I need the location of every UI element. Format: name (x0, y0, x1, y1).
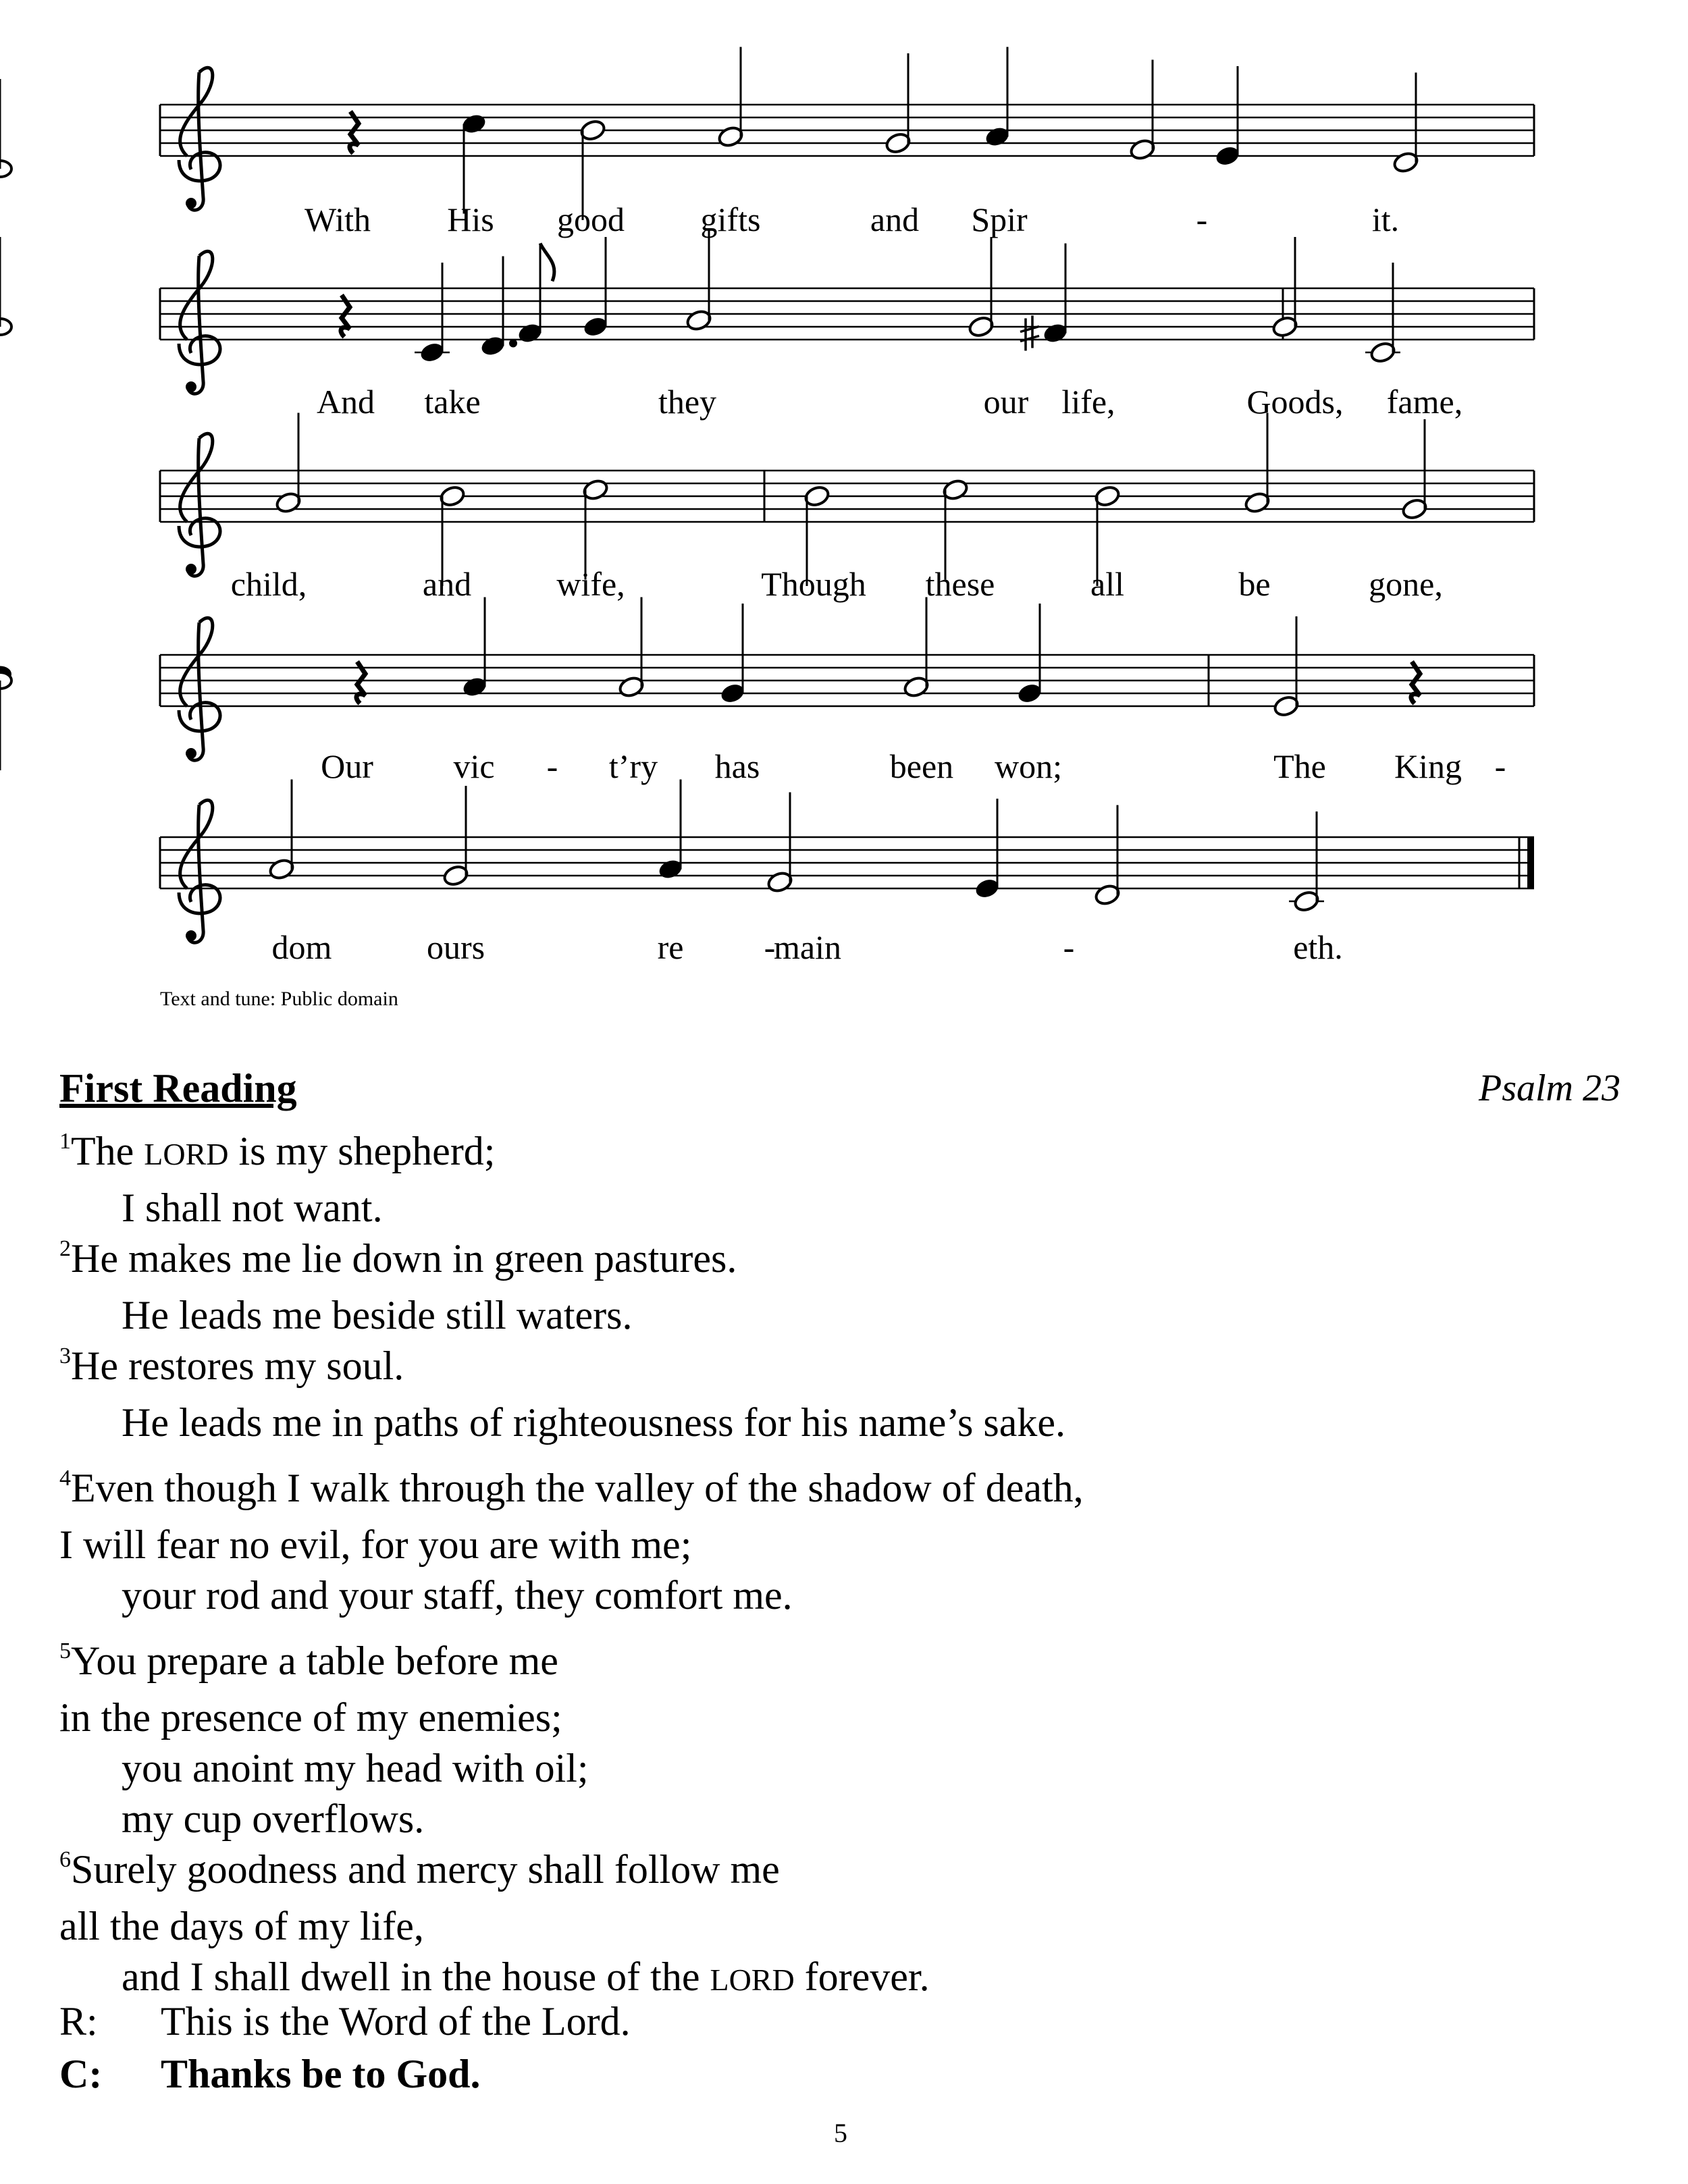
lyric-syllable: - (764, 928, 776, 966)
lyric-syllable: ours (426, 928, 485, 966)
lyric-syllable: - (1494, 747, 1506, 785)
lyric-syllable: Though (761, 565, 866, 603)
congregation-response (59, 2051, 481, 2098)
lyric-syllable: these (925, 565, 995, 603)
section-heading: First Reading (59, 1066, 297, 1111)
note-head (0, 319, 11, 335)
psalm-line: my cup overflows. (122, 1796, 425, 1841)
psalm-line: $^6$Surely goodness and mercy shall follow me (59, 1847, 780, 1892)
sharp-icon (1020, 316, 1039, 351)
note-head (0, 672, 11, 689)
psalm-line: your rod and your staff, they comfort me. (122, 1573, 793, 1618)
response-text: Thanks be to God. (161, 2052, 481, 2096)
verse-number: 6 (59, 1847, 71, 1872)
hymn-credit: Text and tune: Public domain (160, 988, 398, 1010)
lyric-syllable: and (422, 565, 472, 603)
lyric-syllable: dom (271, 928, 332, 966)
lyric-syllable: - (546, 747, 558, 785)
eighth-flag (540, 244, 554, 282)
verse-number: 3 (59, 1343, 71, 1368)
lyric-syllable: won; (995, 747, 1062, 785)
lyric-syllable: be (1238, 565, 1271, 603)
lyric-syllable: all (1090, 565, 1124, 603)
verse-number: 2 (59, 1236, 71, 1261)
lyric-syllable: With (305, 201, 371, 238)
lyric-syllable: main (774, 928, 841, 966)
lyric-syllable: gifts (700, 201, 761, 238)
lyric-syllable: they (658, 383, 717, 421)
lyric-syllable: has (714, 747, 760, 785)
lyric-syllable: King (1394, 747, 1462, 785)
note-head (0, 161, 11, 177)
psalm-line: He leads me beside still waters. (122, 1293, 633, 1337)
lyric-syllable: gone, (1369, 565, 1443, 603)
lyric-syllable: His (447, 201, 494, 238)
lyric-syllable: wife, (556, 565, 625, 603)
psalm-line: in the presence of my enemies; (59, 1695, 562, 1740)
treble-clef-icon (179, 68, 220, 210)
treble-clef-icon (179, 433, 220, 576)
lyric-syllable: child, (230, 565, 307, 603)
response-label: R: (59, 1999, 98, 2044)
lyric-syllable: Spir (971, 201, 1028, 238)
verse-number: 5 (59, 1639, 71, 1663)
lyric-syllable: - (1063, 928, 1075, 966)
psalm-text (59, 1126, 1612, 2005)
small-caps-lord: LORD (144, 1137, 229, 1171)
response-label: C: (59, 2052, 103, 2096)
small-caps-lord: LORD (710, 1963, 795, 1997)
lyric-syllable: and (870, 201, 920, 238)
verse-number: 1 (59, 1129, 71, 1154)
psalm-line: $^1$The LORD is my shepherd; (59, 1129, 496, 1173)
lyric-syllable: vic (453, 747, 495, 785)
psalm-line: and I shall dwell in the house of the LORD forever. (122, 1954, 930, 1999)
verse-number: 4 (59, 1466, 71, 1491)
lyric-syllable: - (1196, 201, 1208, 238)
psalm-line: $^3$He restores my soul. (59, 1343, 404, 1388)
treble-clef-icon (179, 618, 220, 760)
lyric-syllable: eth. (1293, 928, 1343, 966)
psalm-line: He leads me in paths of righteousness for his name’s sake. (122, 1400, 1066, 1445)
lyric-syllable: good (557, 201, 625, 238)
lyric-syllable: Our (321, 747, 373, 785)
psalm-line: $^4$Even though I walk through the valley of the shadow of death, (59, 1466, 1084, 1510)
psalm-line: I shall not want. (122, 1186, 383, 1230)
page-number: 5 (834, 2118, 847, 2148)
leader-response (59, 1998, 631, 2045)
psalm-line: all the days of my life, (59, 1904, 424, 1948)
lyric-syllable: The (1273, 747, 1326, 785)
treble-clef-icon (179, 251, 220, 394)
lyric-syllable: re (657, 928, 684, 966)
lyric-syllable: our (983, 383, 1029, 421)
lyric-syllable: t’ry (608, 747, 658, 785)
lyric-syllable: fame, (1386, 383, 1463, 421)
scripture-reference: Psalm 23 (1479, 1067, 1620, 1109)
lyric-syllable: been (889, 747, 954, 785)
psalm-line: $^2$He makes me lie down in green pastures. (59, 1236, 737, 1281)
lyric-syllable: take (424, 383, 481, 421)
lyric-syllable: Goods, (1246, 383, 1344, 421)
lyric-syllable: And (316, 383, 375, 421)
lyric-syllable: life, (1061, 383, 1115, 421)
psalm-line: you anoint my head with oil; (122, 1746, 589, 1790)
response-text: This is the Word of the Lord. (161, 1999, 631, 2044)
hymn-score (0, 0, 1688, 1033)
psalm-line: I will fear no evil, for you are with me; (59, 1522, 692, 1567)
lyric-syllable: it. (1371, 201, 1400, 238)
dot (509, 340, 517, 348)
treble-clef-icon (179, 800, 220, 942)
psalm-line: $^5$You prepare a table before me (59, 1639, 558, 1683)
final-barline (1527, 837, 1534, 888)
